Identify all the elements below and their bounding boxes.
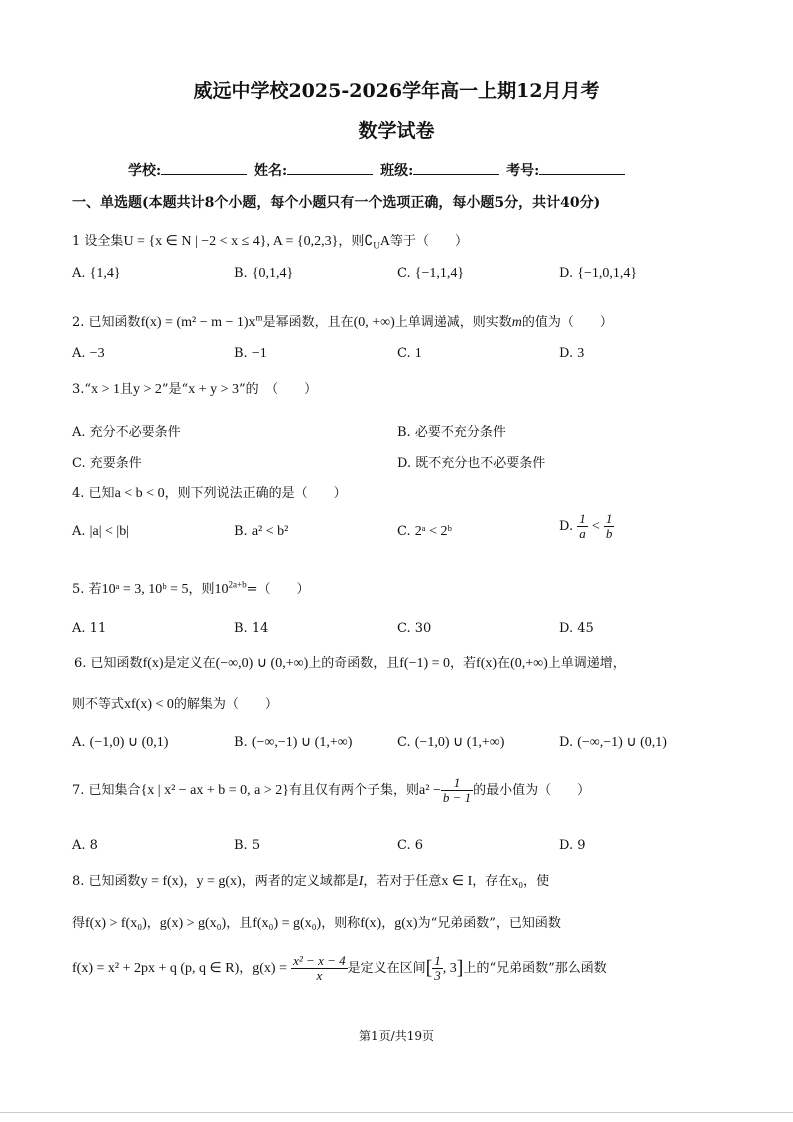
question-text: ，若对于任意 (363, 874, 442, 889)
option-label: A. (72, 838, 86, 853)
math-expression: a < b < 0 (114, 486, 165, 501)
option-label: C. (397, 735, 411, 750)
section-heading: 一、单选题(本题共计8个小题，每个小题只有一个选项正确，每小题5分，共计40分) (72, 195, 601, 211)
q7-option-a[interactable] (72, 838, 98, 853)
question-text: ， (183, 874, 197, 889)
math-operator: < (591, 519, 600, 534)
question-text: ，存在 (472, 874, 512, 889)
option-label: C. (72, 456, 86, 471)
q5-option-a[interactable] (72, 621, 106, 636)
question-text: 上单调递增， (547, 656, 626, 671)
fraction (604, 512, 615, 541)
question-text: ， (239, 961, 253, 976)
q4-option-b[interactable] (234, 524, 288, 540)
option-label: A. (72, 735, 86, 750)
question-8-line-2 (72, 912, 561, 932)
question-text: ， (381, 916, 395, 931)
option-value: −1 (251, 346, 267, 361)
option-label: C. (397, 621, 411, 636)
math-expression: f(x) > f(x₀) (85, 916, 147, 931)
option-label: B. (234, 838, 248, 853)
q2-option-d[interactable] (559, 346, 584, 362)
question-text: ，则下列说法正确的是（ ） (164, 486, 347, 501)
bracket-right: ] (456, 957, 464, 979)
question-text: 已知函数 (90, 656, 143, 671)
option-value: a² < b² (251, 524, 289, 539)
option-value: 30 (414, 621, 432, 636)
math-expression: 10 (214, 582, 229, 597)
question-text: 的解集为（ ） (173, 697, 278, 712)
option-label: B. (234, 621, 248, 636)
fraction-denominator: 3 (434, 968, 441, 983)
class-blank[interactable] (413, 160, 499, 175)
question-text: 是定义在区间 (347, 961, 426, 976)
q1-option-d[interactable] (559, 266, 637, 282)
math-expression: (0, +∞) (353, 315, 395, 330)
exam-subtitle: 数学试卷 (358, 120, 435, 142)
option-value: 5 (251, 838, 261, 853)
q5-option-b[interactable] (234, 621, 268, 636)
math-expression: y > 2 (132, 382, 162, 397)
math-expression: g(x) = (252, 961, 287, 976)
question-number: 3. (72, 382, 85, 397)
option-label: D. (397, 456, 412, 471)
question-number: 5. (72, 582, 85, 597)
option-label: A. (72, 524, 86, 539)
option-label: C. (397, 838, 411, 853)
math-expression: f(x) = (m² − m − 1)x (140, 315, 256, 330)
math-expression: f(x) (476, 656, 498, 671)
math-expression: f(−1) = 0 (399, 656, 451, 671)
q6-option-a[interactable] (72, 734, 168, 751)
question-text: 有且仅有两个子集，则 (289, 783, 420, 798)
page-bottom-divider (0, 1112, 793, 1113)
page-footer: 第1页/共19页 (359, 1029, 434, 1043)
question-text: 已知 (88, 486, 115, 501)
question-text: 则不等式 (72, 697, 125, 712)
option-value: {−1,1,4} (414, 266, 465, 281)
option-value: 充分不必要条件 (89, 425, 181, 440)
q5-option-d[interactable] (559, 621, 594, 636)
option-value: |a| < |b| (89, 524, 129, 539)
option-label: B. (397, 425, 411, 440)
option-label: A. (72, 266, 86, 281)
question-text: 已知集合 (88, 783, 141, 798)
math-expression: I (358, 874, 364, 889)
school-label: 学校: (128, 163, 162, 179)
option-label: C. (397, 524, 411, 539)
question-text: ，且 (226, 916, 253, 931)
name-label: 姓名: (254, 163, 288, 179)
option-label: B. (234, 735, 248, 750)
option-value: {1,4} (89, 266, 121, 281)
question-number: 8. (72, 874, 85, 889)
question-text: ”的 （ ） (238, 382, 318, 397)
option-value: 14 (251, 621, 269, 636)
q4-option-c[interactable] (397, 524, 452, 540)
question-number: 7. (72, 783, 85, 798)
question-8-line-3 (72, 954, 607, 983)
option-value: 45 (577, 621, 594, 636)
math-expression: xf(x) < 0 (124, 697, 174, 712)
question-text: 上的奇函数，且 (308, 656, 400, 671)
option-label: A. (72, 425, 86, 440)
math-expression: x > 1 (91, 382, 120, 397)
option-value: 3 (577, 346, 585, 361)
question-text: 得 (72, 916, 86, 931)
option-value: 2ᵃ < 2ᵇ (414, 524, 452, 539)
question-text: 在 (497, 656, 511, 671)
question-text: 等于（ ） (389, 234, 468, 249)
question-text: ，则称 (321, 916, 361, 931)
q7-option-c[interactable] (397, 838, 423, 853)
q3-option-d[interactable] (397, 452, 545, 471)
math-expression: f(x₀) = g(x₀) (252, 916, 322, 931)
math-subscript: U (373, 240, 380, 251)
q3-option-c[interactable] (72, 452, 142, 471)
question-number: 4. (72, 486, 85, 501)
school-blank[interactable] (161, 160, 247, 175)
question-7 (72, 776, 590, 805)
math-expression: a² − (419, 783, 441, 798)
option-value: (−1,0) ∪ (0,1) (89, 735, 169, 750)
fraction-denominator: b (605, 526, 613, 541)
option-label: D. (559, 519, 574, 534)
q1-option-c[interactable] (397, 266, 464, 282)
math-expression: x₀ (511, 874, 524, 889)
name-blank[interactable] (287, 160, 373, 175)
question-3 (72, 378, 317, 398)
question-1 (72, 230, 468, 251)
question-text: “ (84, 382, 92, 397)
question-4 (72, 482, 347, 502)
fraction-numerator: 1 (579, 511, 586, 526)
bracket-left: [ (425, 957, 433, 979)
question-text: 已知函数 (88, 315, 141, 330)
q2-option-c[interactable] (397, 346, 422, 362)
option-label: B. (234, 346, 248, 361)
fraction (432, 954, 443, 983)
fraction-denominator: b − 1 (442, 790, 472, 805)
option-value: 9 (577, 838, 586, 853)
math-expression: g(x) > g(x₀) (159, 916, 227, 931)
math-expression: A (379, 234, 390, 249)
math-expression: f(x) = x² + 2px + q (p, q ∈ R) (72, 961, 240, 976)
option-value: 8 (89, 838, 98, 853)
q2-option-a[interactable] (72, 346, 105, 362)
question-5 (72, 578, 310, 598)
option-label: B. (234, 266, 248, 281)
question-text: 是幂函数，且在 (262, 315, 354, 330)
q6-option-b[interactable] (234, 734, 352, 751)
option-label: D. (559, 838, 574, 853)
fraction (291, 954, 347, 983)
exam-title: 威远中学校2025-2026学年高一上期12月月考 (193, 80, 600, 102)
question-text: 是定义在 (163, 656, 216, 671)
question-text: ， (146, 916, 160, 931)
question-text: 且 (119, 382, 133, 397)
question-text: ，则 (188, 582, 215, 597)
question-text: 为“兄弟函数”，已知函数 (417, 916, 561, 931)
option-label: D. (559, 346, 574, 361)
math-expression: 10ᵃ = 3, 10ᵇ = 5 (101, 582, 189, 597)
fraction (577, 512, 588, 541)
question-text: ，两者的定义域都是 (241, 874, 359, 889)
option-value: {−1,0,1,4} (577, 266, 638, 281)
option-value: {0,1,4} (251, 266, 294, 281)
option-value: (−1,0) ∪ (1,+∞) (414, 735, 505, 750)
question-text: 上单调递减，则实数 (394, 315, 512, 330)
fraction-numerator: 1 (434, 953, 441, 968)
question-6 (74, 652, 626, 672)
fraction-denominator: a (579, 526, 586, 541)
question-number: 1 (72, 234, 81, 249)
option-value: 6 (414, 838, 424, 853)
question-2 (72, 311, 613, 331)
math-expression: m (511, 315, 522, 330)
math-expression: g(x) (394, 916, 418, 931)
student-info-line (128, 160, 627, 180)
question-6-line-2 (72, 693, 278, 713)
q7-option-d[interactable] (559, 838, 586, 853)
option-value: 1 (414, 346, 422, 361)
option-value: −3 (89, 346, 105, 361)
question-text: =（ ） (246, 582, 310, 597)
option-label: D. (559, 735, 574, 750)
math-superscript: m (255, 312, 263, 323)
math-expression: U = {x ∈ N | −2 < x ≤ 4}, A = {0,2,3} (123, 234, 339, 249)
option-value: 必要不充分条件 (414, 425, 506, 440)
fraction (441, 776, 473, 805)
option-value: 11 (89, 621, 107, 636)
fraction-numerator: x² − x − 4 (293, 953, 346, 968)
fraction-numerator: 1 (605, 511, 613, 526)
question-text: ，使 (523, 874, 550, 889)
option-value: 既不充分也不必要条件 (415, 456, 546, 471)
option-label: C. (397, 266, 411, 281)
math-superscript: 2a+b (228, 579, 247, 590)
math-expression: y = g(x) (196, 874, 242, 889)
fraction-denominator: x (316, 968, 323, 983)
exam-number-blank[interactable] (539, 160, 625, 175)
q5-option-c[interactable] (397, 621, 431, 636)
math-expression: x + y > 3 (188, 382, 239, 397)
option-value: 充要条件 (89, 456, 142, 471)
math-expression: f(x) (142, 656, 164, 671)
q4-option-a[interactable] (72, 524, 129, 540)
question-8 (72, 870, 549, 890)
option-label: A. (72, 346, 86, 361)
question-text: 的值为（ ） (521, 315, 613, 330)
math-expression: ∁ (364, 234, 374, 249)
option-label: D. (559, 266, 574, 281)
question-text: 的最小值为（ ） (473, 783, 591, 798)
math-expression: x ∈ I (441, 874, 473, 889)
option-value: (−∞,−1) ∪ (0,1) (577, 735, 667, 750)
question-text: 若 (88, 582, 102, 597)
option-label: D. (559, 621, 574, 636)
math-expression: f(x) (360, 916, 382, 931)
q6-option-d[interactable] (559, 734, 667, 751)
class-label: 班级: (380, 163, 414, 179)
question-text: 上的“兄弟函数”那么函数 (463, 961, 607, 976)
math-expression: , 3 (442, 961, 457, 976)
math-expression: (0,+∞) (510, 656, 548, 671)
question-text: ”是“ (161, 382, 189, 397)
q1-option-b[interactable] (234, 266, 293, 282)
question-number: 2. (72, 315, 85, 330)
exam-number-label: 考号: (506, 163, 540, 179)
math-expression: y = f(x) (140, 874, 184, 889)
q3-option-b[interactable] (397, 421, 506, 440)
option-label: C. (397, 346, 411, 361)
q4-option-d[interactable] (559, 512, 614, 541)
q1-option-a[interactable] (72, 266, 121, 282)
q7-option-b[interactable] (234, 838, 260, 853)
question-text: ，则 (338, 234, 365, 249)
option-label: A. (72, 621, 86, 636)
q6-option-c[interactable] (397, 734, 504, 751)
question-number: 6. (74, 656, 87, 671)
math-expression: (−∞,0) ∪ (0,+∞) (215, 656, 309, 671)
fraction-numerator: 1 (441, 776, 473, 791)
option-label: B. (234, 524, 248, 539)
q3-option-a[interactable] (72, 421, 181, 440)
question-text: 已知函数 (88, 874, 141, 889)
option-value: (−∞,−1) ∪ (1,+∞) (251, 735, 353, 750)
question-text: 设全集 (84, 234, 124, 249)
math-expression: {x | x² − ax + b = 0, a > 2} (140, 783, 290, 798)
question-text: ，若 (450, 656, 477, 671)
q2-option-b[interactable] (234, 346, 267, 362)
